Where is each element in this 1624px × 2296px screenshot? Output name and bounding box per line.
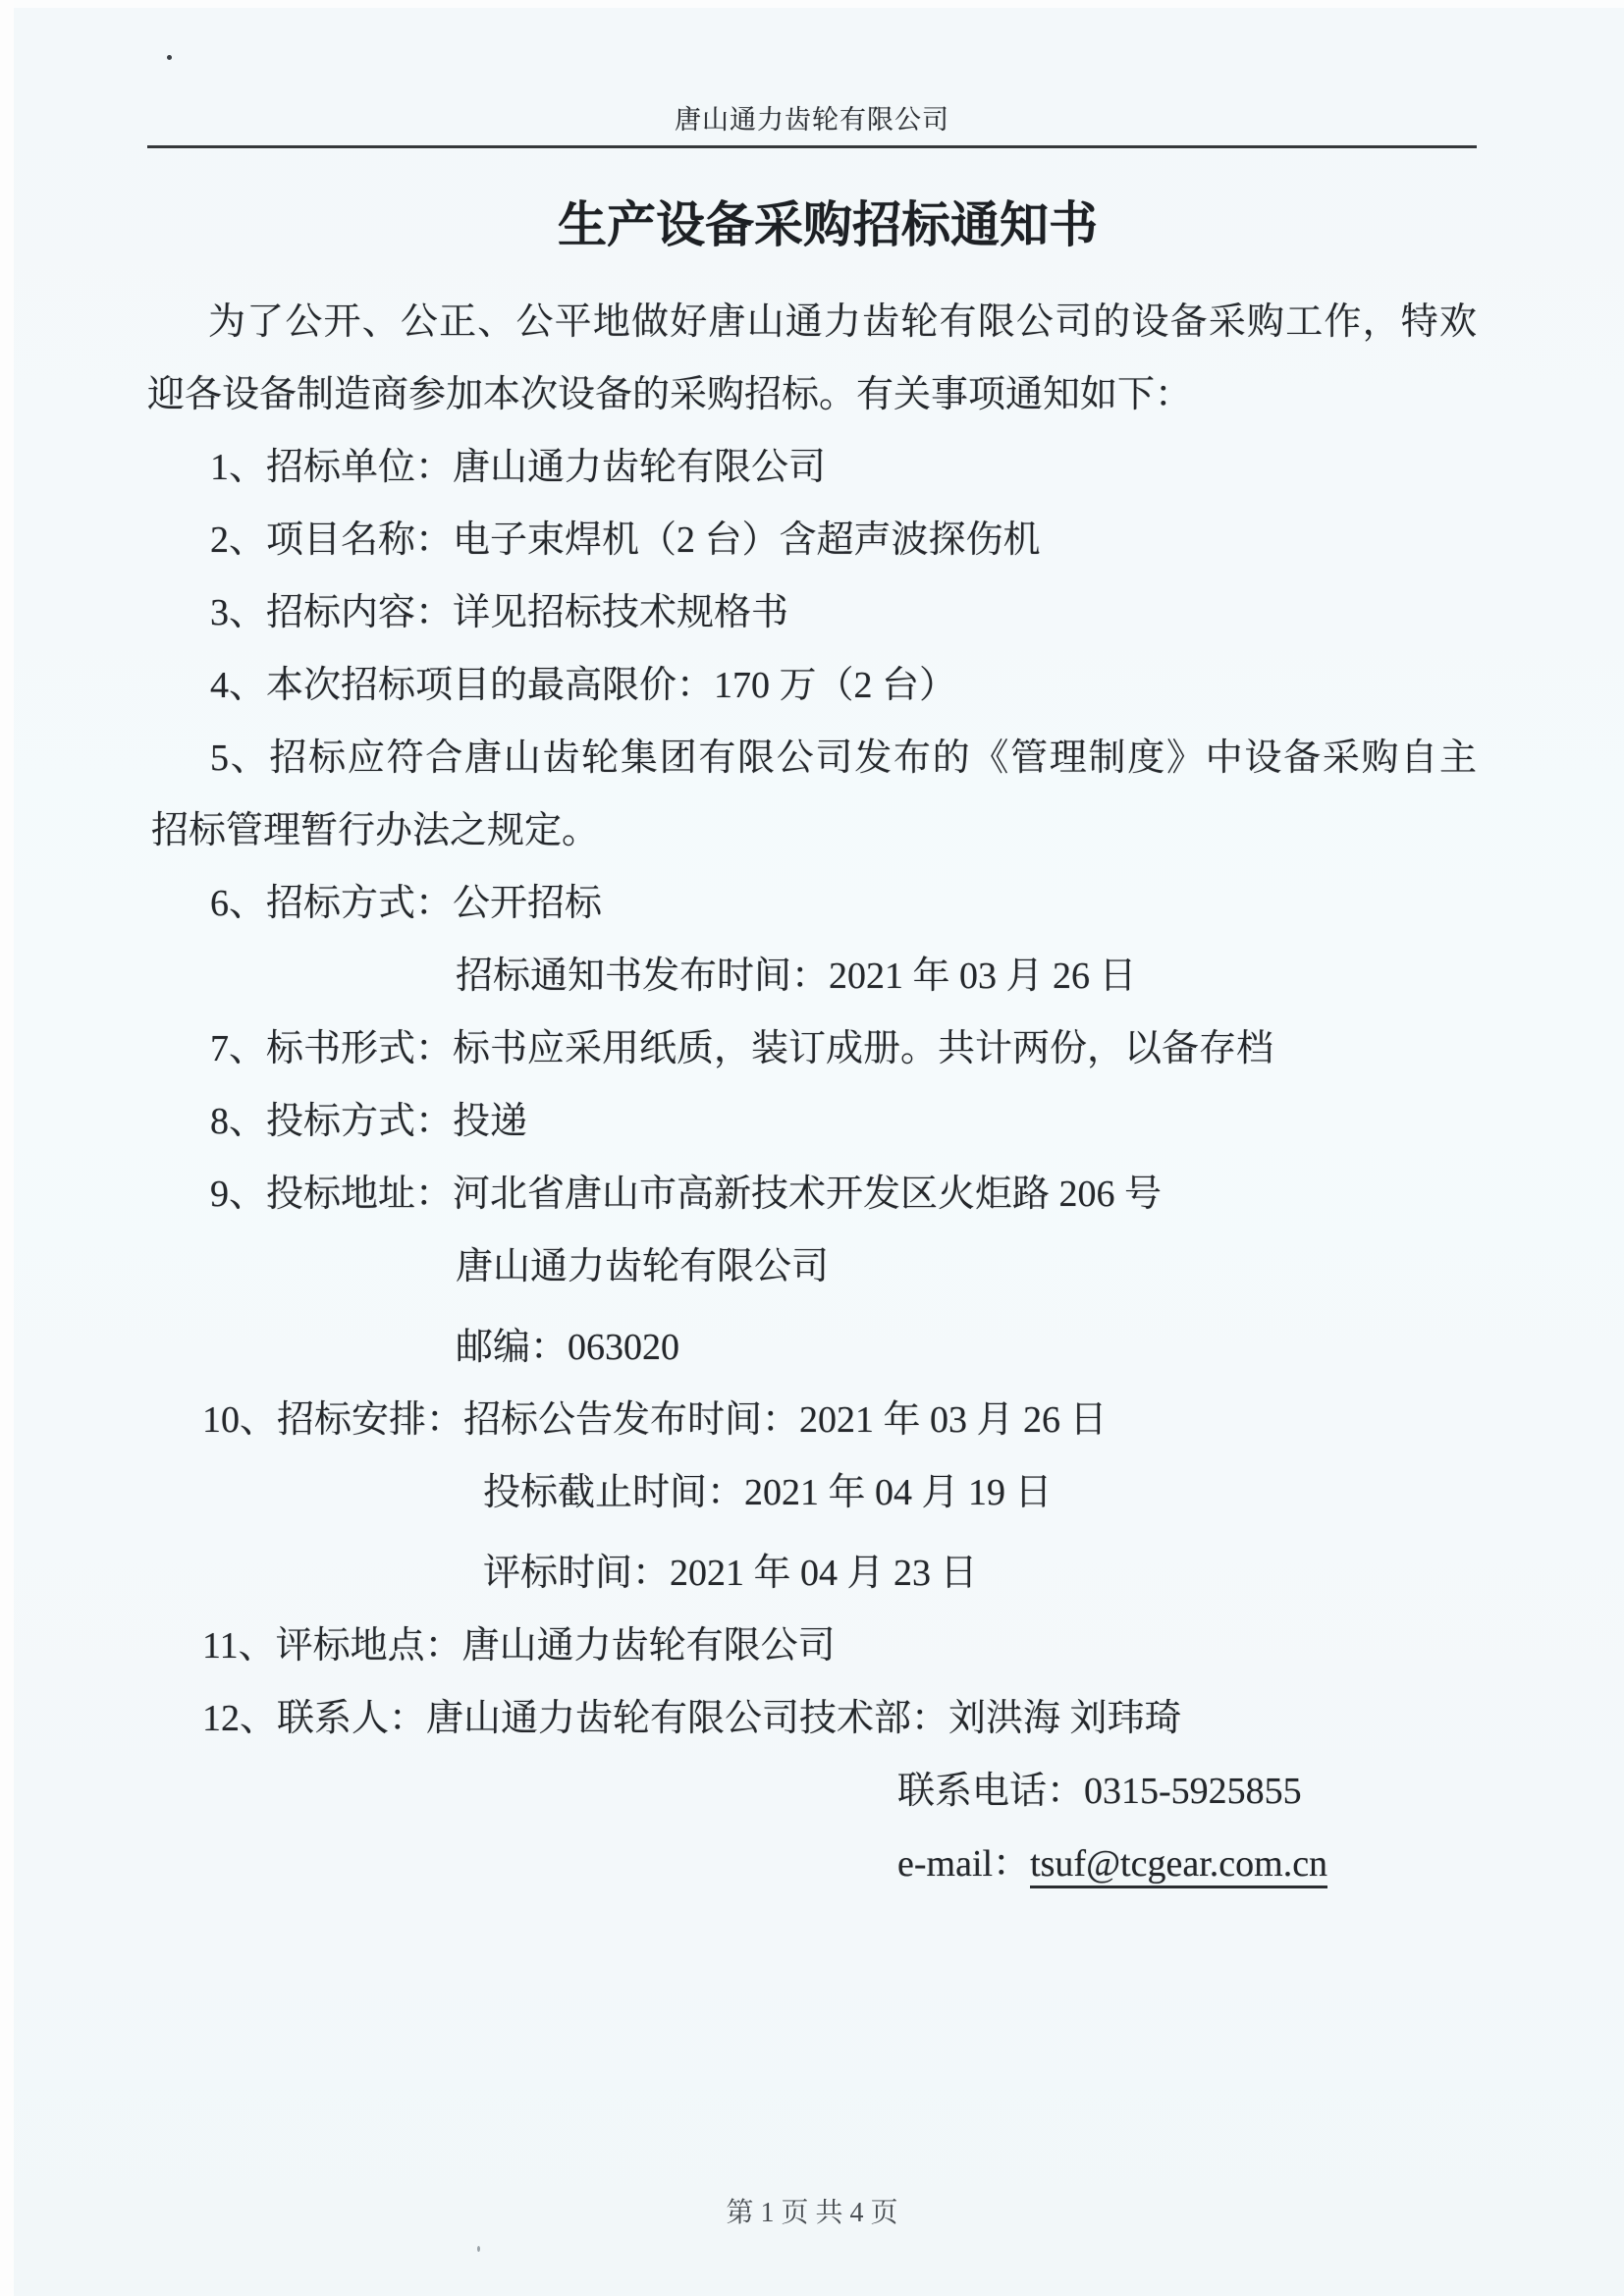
item-10-evaluation-time: 评标时间：2021 年 04 月 23 日 [483,1553,978,1594]
item-8-bid-method: 8、投标方式：投递 [210,1101,528,1142]
header-rule [147,145,1477,148]
item-6-notice-publish-time: 招标通知书发布时间：2021 年 03 月 26 日 [456,956,1137,997]
item-7-bid-document-form: 7、标书形式：标书应采用纸质，装订成册。共计两份，以备存档 [210,1028,1274,1069]
document-header [0,0,1624,148]
email-label: e-mail： [897,1843,1031,1885]
item-11-evaluation-place: 11、评标地点：唐山通力齿轮有限公司 [202,1625,836,1667]
item-10-bid-deadline: 投标截止时间：2021 年 04 月 19 日 [483,1472,1053,1513]
email-address: tsuf@tcgear.com.cn [1030,1843,1327,1888]
document-title: 生产设备采购招标通知书 [558,197,1098,252]
item-1-tender-unit: 1、招标单位：唐山通力齿轮有限公司 [210,447,827,488]
item-4-price-limit: 4、本次招标项目的最高限价：170 万（2 台） [210,665,957,706]
item-5-regulations-line-2: 招标管理暂行办法之规定。 [151,810,600,851]
item-10-tender-schedule: 10、招标安排：招标公告发布时间：2021 年 03 月 26 日 [202,1399,1108,1441]
item-2-project-name: 2、项目名称：电子束焊机（2 台）含超声波探伤机 [210,519,1041,561]
page-number-footer: 第 1 页 共 4 页 [726,2198,898,2228]
scan-edge-top [0,0,1624,8]
item-3-tender-content: 3、招标内容：详见招标技术规格书 [210,592,789,633]
document-body [0,286,1624,1900]
item-9-bid-address: 9、投标地址：河北省唐山市高新技术开发区火炬路 206 号 [210,1174,1163,1215]
item-9-postal-code: 邮编：063020 [456,1327,680,1368]
intro-line-2: 迎各设备制造商参加本次设备的采购招标。有关事项通知如下： [147,374,1193,415]
item-9-address-company: 唐山通力齿轮有限公司 [456,1246,830,1287]
header-company-name: 唐山通力齿轮有限公司 [675,105,949,135]
scan-speck [167,55,172,60]
contact-email-line [897,1828,1477,1900]
item-5-regulations-line-1: 5、招标应符合唐山齿轮集团有限公司发布的《管理制度》中设备采购自主 [210,738,1477,779]
item-6-tender-method: 6、招标方式：公开招标 [210,883,603,924]
contact-phone-line: 联系电话：0315-5925855 [897,1771,1302,1812]
scan-edge-left [0,0,14,2296]
scan-speck [477,2246,480,2252]
intro-line-1: 为了公开、公正、公平地做好唐山通力齿轮有限公司的设备采购工作，特欢 [208,301,1477,343]
item-12-contact-person: 12、联系人：唐山通力齿轮有限公司技术部：刘洪海 刘玮琦 [202,1698,1182,1739]
